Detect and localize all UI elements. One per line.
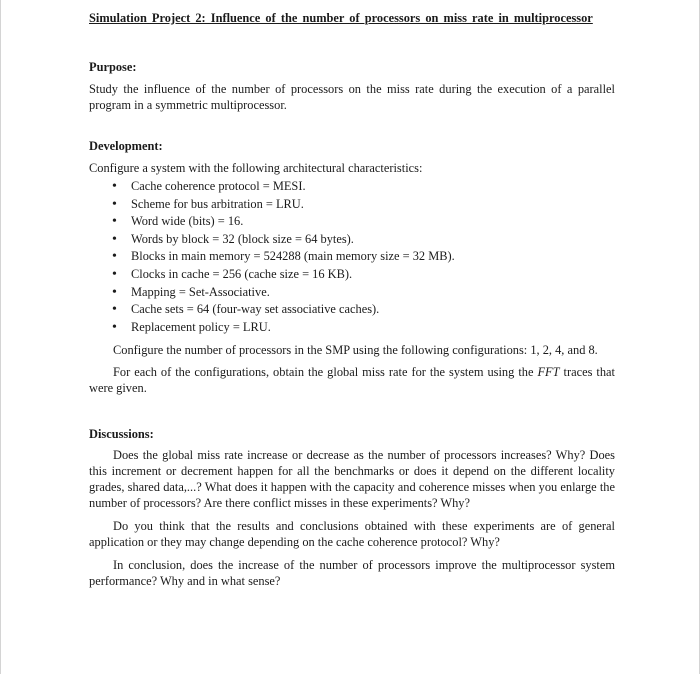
list-item-text: Words by block = 32 (block size = 64 bytes). (131, 231, 354, 246)
list-item (111, 196, 615, 214)
list-item-text: Clocks in cache = 256 (cache size = 16 KB). (131, 266, 353, 281)
processor-config-paragraph: Configure the number of processors in the SMP using the following configurations: 1, 2, 4, and 8. (113, 343, 598, 358)
discussions-heading: Discussions: (89, 427, 154, 442)
bullet-icon: • (112, 249, 117, 265)
list-item (111, 178, 615, 196)
list-item-text: Cache coherence protocol = MESI. (131, 179, 306, 193)
discussion-paragraph-2: Do you think that the results and conclusions obtained with these experiments are of general application or they may change depending on the cache coherence protocol? Why? (89, 519, 615, 550)
list-item (111, 301, 615, 319)
purpose-text: Study the influence of the number of processors on the miss rate during the execution of a parallel program in a symmetric multiprocessor. (89, 82, 615, 112)
discussion-paragraph-3: In conclusion, does the increase of the number of processors improve the multiprocessor system performance? Why and in what sense? (89, 558, 615, 589)
list-item-text: Mapping = Set-Associative. (131, 284, 270, 299)
fft-term: FFT (537, 365, 560, 380)
list-item (111, 266, 615, 284)
bullet-icon: • (112, 196, 117, 212)
bullet-icon: • (112, 284, 117, 300)
list-item-text: Cache sets = 64 (four-way set associative caches). (131, 302, 380, 317)
development-intro: Configure a system with the following architectural characteristics: (89, 161, 423, 175)
bullet-icon: • (112, 319, 117, 335)
document-content (89, 10, 615, 589)
discussion-paragraph-1: Does the global miss rate increase or decrease as the number of processors increases? Why? Does this increment or decrement happen for all the benchmarks or does it depend on the different locality grades, shared data,...? What does it happen with the capacity and coherence misses when you enlarge the number of processors? Are there conflict misses in these experiments? Why? (89, 448, 615, 511)
list-item (111, 231, 615, 249)
list-item-text: Replacement policy = LRU. (131, 319, 271, 334)
list-item-text: Blocks in main memory = 524288 (main memory size = 32 MB). (131, 249, 455, 264)
bullet-icon: • (112, 266, 117, 282)
list-item (111, 319, 615, 337)
bullet-icon: • (112, 302, 117, 318)
list-item (111, 213, 615, 231)
development-heading: Development: (89, 139, 163, 153)
bullet-icon: • (112, 179, 117, 194)
list-item (111, 284, 615, 302)
list-item (111, 248, 615, 266)
miss-rate-paragraph (89, 364, 615, 396)
miss-rate-text-start: For each of the configurations, obtain the global miss rate for the system using the (113, 365, 538, 380)
architecture-list (89, 178, 615, 336)
miss-rate-text-end: traces that were given. (89, 365, 615, 396)
list-item-text: Word wide (bits) = 16. (131, 214, 244, 229)
list-item-text: Scheme for bus arbitration = LRU. (131, 196, 304, 211)
document-title: Simulation Project 2: Influence of the number of processors on miss rate in multiprocessor (89, 11, 593, 25)
bullet-icon: • (112, 214, 117, 230)
purpose-heading: Purpose: (89, 60, 137, 74)
bullet-icon: • (112, 231, 117, 247)
